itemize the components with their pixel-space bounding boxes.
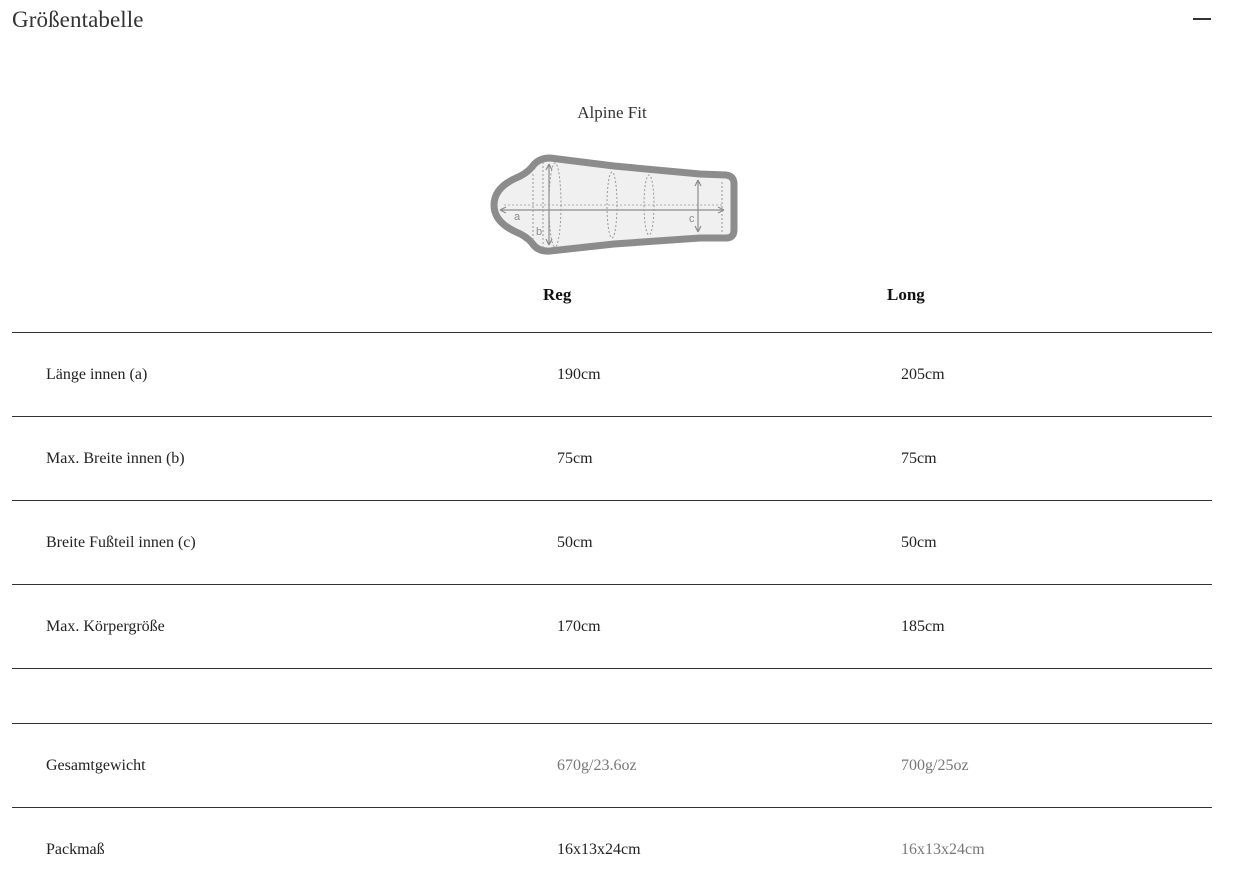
section-title: Größentabelle [12, 7, 144, 32]
row-label: Max. Körpergröße [46, 618, 165, 635]
long-value: 700g/25oz [901, 757, 969, 774]
row-label: Gesamtgewicht [46, 757, 146, 774]
minus-icon[interactable] [1192, 8, 1212, 30]
row-label: Max. Breite innen (b) [46, 450, 185, 467]
reg-value: 16x13x24cm [557, 841, 641, 858]
long-value: 75cm [901, 450, 937, 467]
table-row [12, 807, 1212, 891]
label-a: a [514, 211, 521, 223]
size-table [12, 332, 1212, 891]
reg-value: 670g/23.6oz [557, 757, 637, 774]
reg-value: 50cm [557, 534, 593, 551]
long-value: 50cm [901, 534, 937, 551]
row-label: Packmaß [46, 841, 105, 858]
column-header-reg: Reg [543, 285, 572, 304]
table-row [12, 500, 1212, 584]
fit-title: Alpine Fit [577, 103, 647, 122]
sleeping-bag-diagram-icon [488, 150, 738, 260]
long-value: 16x13x24cm [901, 841, 985, 858]
table-row [12, 332, 1212, 416]
row-label: Breite Fußteil innen (c) [46, 534, 196, 551]
reg-value: 170cm [557, 618, 601, 635]
long-value: 185cm [901, 618, 945, 635]
long-value: 205cm [901, 366, 945, 383]
label-c: c [689, 213, 695, 225]
table-row [12, 584, 1212, 668]
label-b: b [536, 226, 543, 238]
table-spacer-row [12, 668, 1212, 723]
minus-bar [1193, 18, 1211, 20]
size-chart-header[interactable] [12, 0, 1212, 42]
table-row [12, 416, 1212, 500]
reg-value: 75cm [557, 450, 593, 467]
reg-value: 190cm [557, 366, 601, 383]
table-row [12, 723, 1212, 807]
row-label: Länge innen (a) [46, 366, 148, 383]
column-header-long: Long [887, 285, 925, 304]
